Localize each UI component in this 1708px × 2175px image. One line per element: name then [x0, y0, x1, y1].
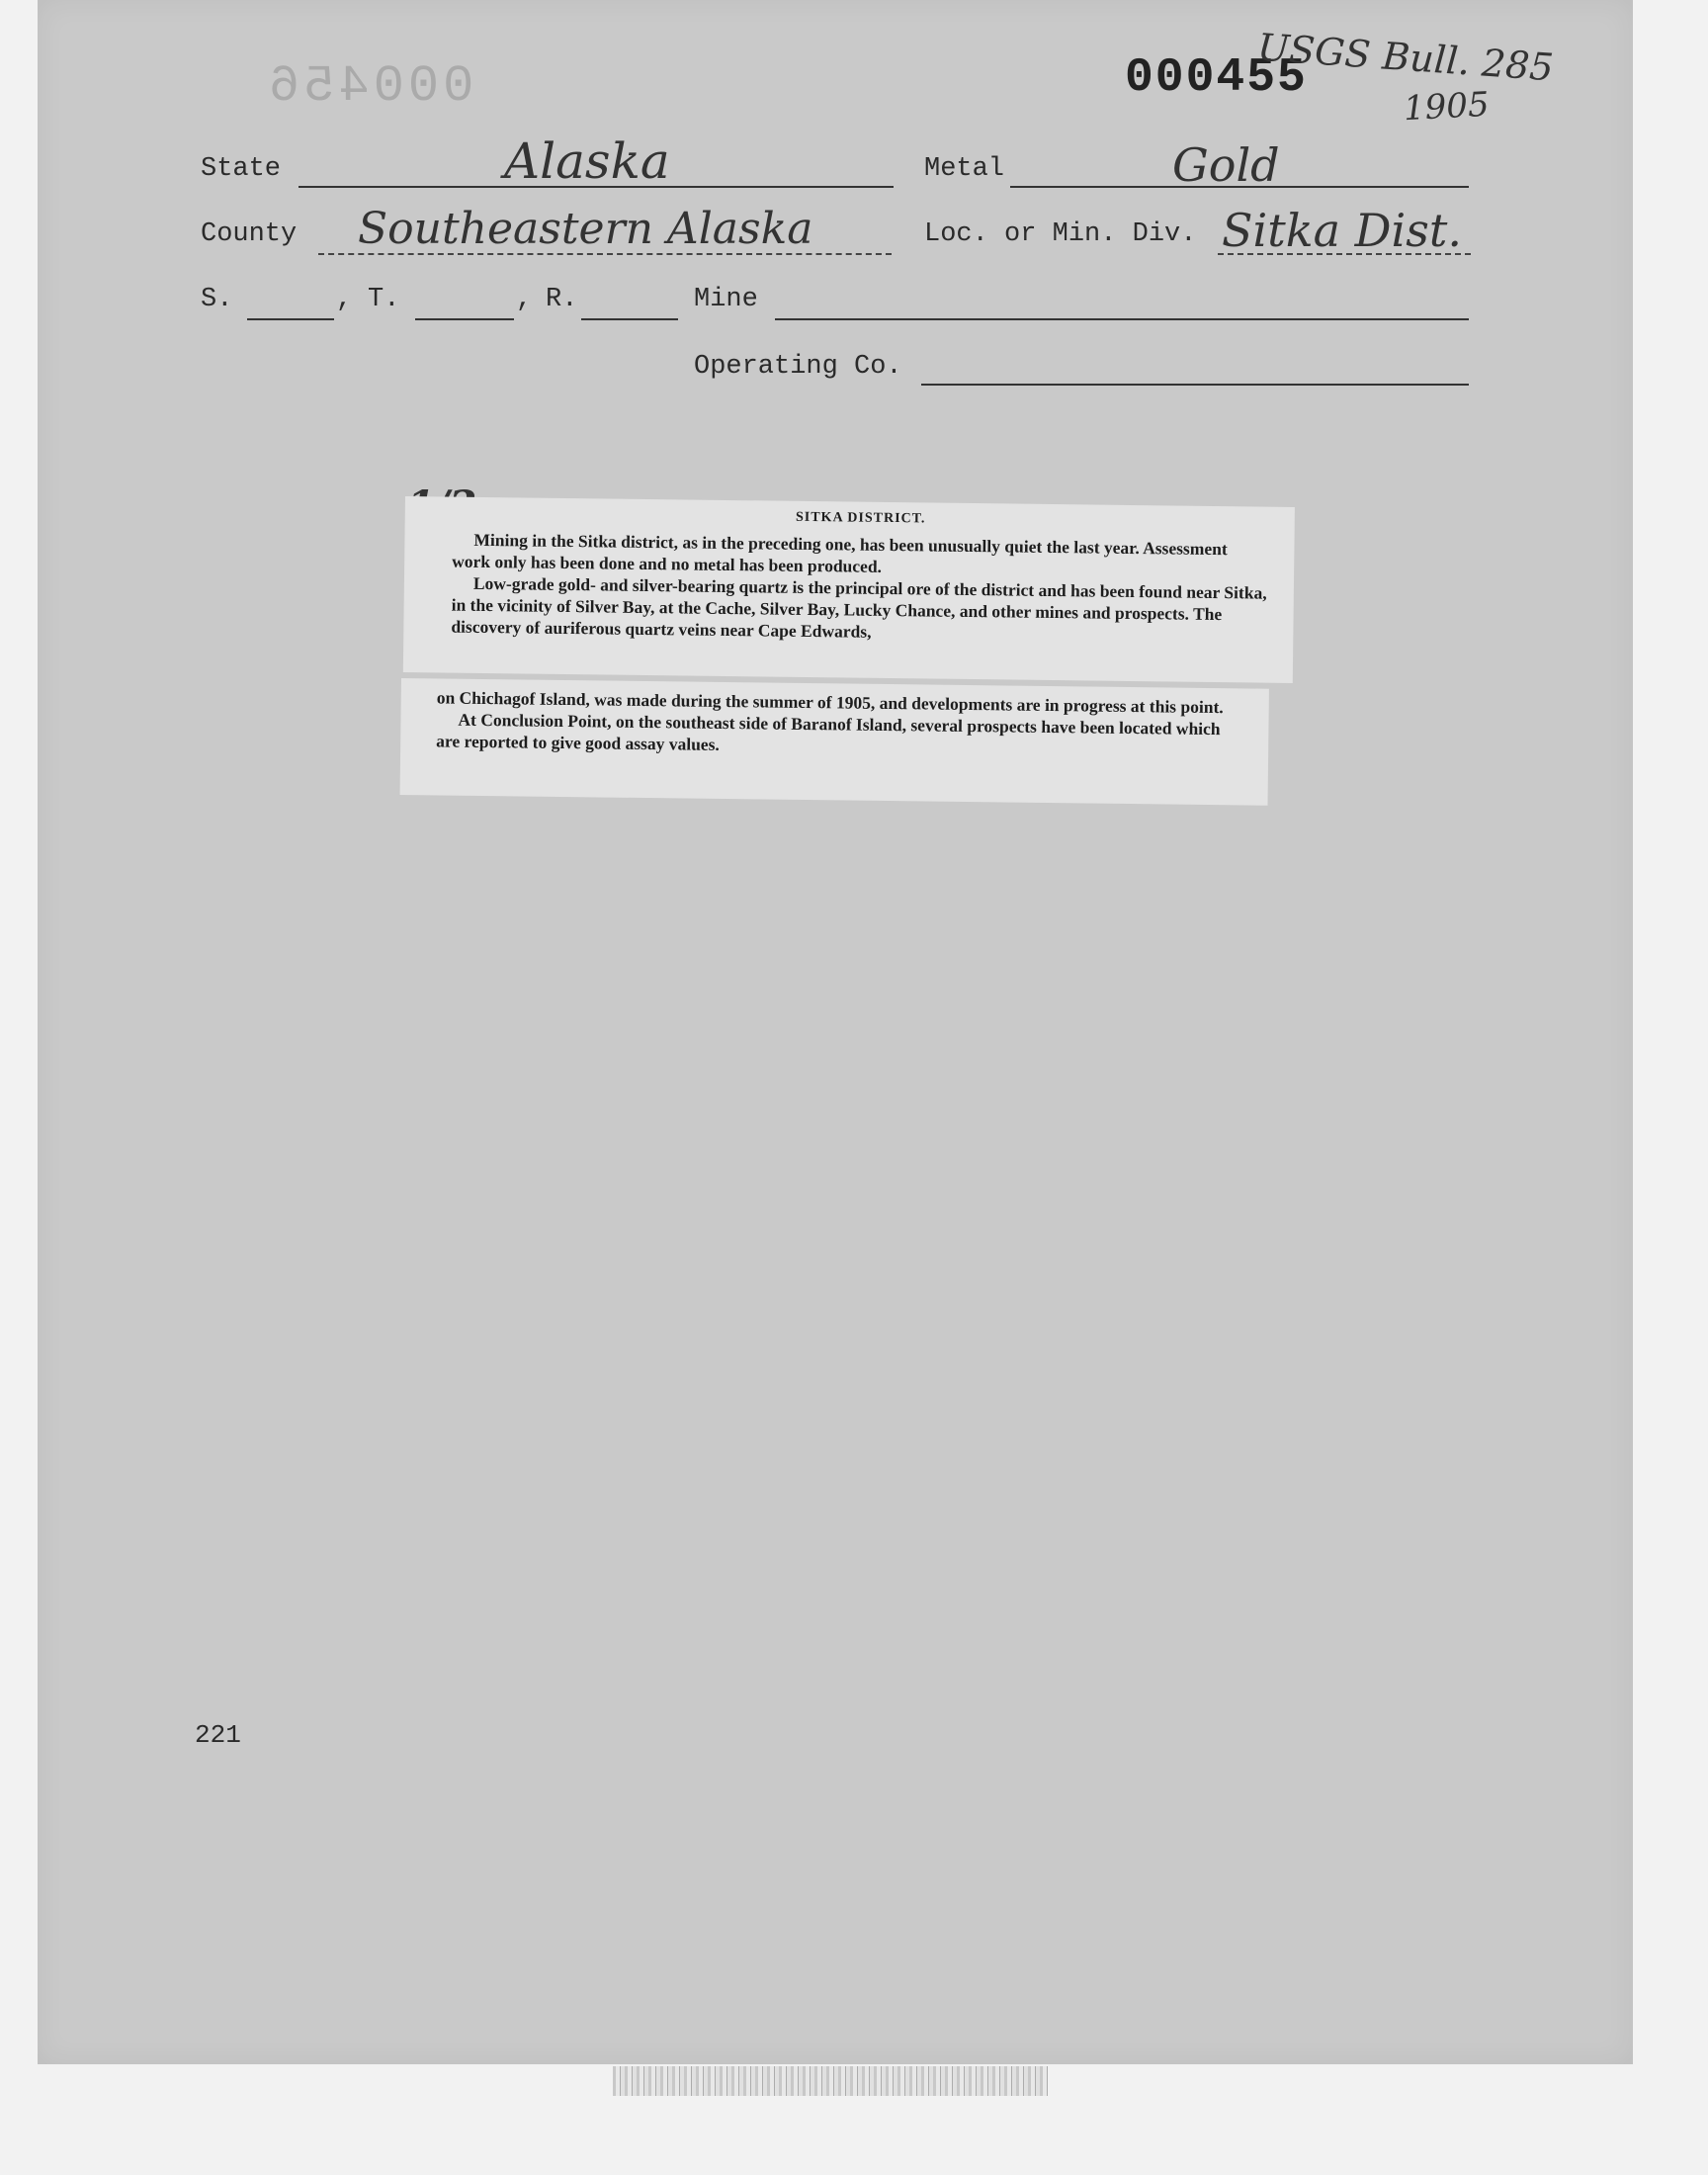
- operating-co-line: [921, 384, 1469, 386]
- range-label: R.: [546, 285, 578, 314]
- annotation-bulletin: USGS Bull. 285: [1255, 25, 1556, 90]
- document-sheet: [38, 0, 1633, 2064]
- section-line: [247, 318, 334, 320]
- county-value: Southeastern Alaska: [358, 204, 813, 254]
- record-number: 000455: [1125, 51, 1308, 105]
- county-label: County: [201, 219, 298, 249]
- state-label: State: [201, 154, 282, 184]
- clipping-part-1: [403, 496, 1295, 683]
- clipping-paragraph-4: At Conclusion Point, on the southeast side of Baranof Island, several prospects have been located which are reported to give good assay values.: [436, 709, 1221, 754]
- scan-edge-artifact: [613, 2066, 1048, 2096]
- page-number: 221: [195, 1720, 241, 1750]
- township-line: [415, 318, 514, 320]
- metal-value: Gold: [1172, 138, 1280, 192]
- clipping-part-2: [400, 678, 1269, 806]
- clipping-paragraph-1: Mining in the Sitka district, as in the preceding one, has been unusually quiet the last year. Assessment work only has been done and no metal has been produced.: [452, 529, 1228, 576]
- metal-label: Metal: [924, 154, 1005, 184]
- clipping-paragraph-3: on Chichagof Island, was made during the summer of 1905, and developments are in progress at this point.: [436, 687, 1224, 718]
- section-label: S.: [201, 285, 233, 314]
- mine-line: [775, 318, 1469, 320]
- operating-co-label: Operating Co.: [694, 352, 902, 382]
- comma-separator: ,: [516, 285, 533, 314]
- mine-label: Mine: [694, 285, 758, 314]
- township-label: T.: [368, 285, 400, 314]
- clipping-paragraph-2: Low-grade gold- and silver-bearing quartz is the principal ore of the district and has been found near Sitka, in the vicinity of Silver Bay, at the Cache, Silver Bay, Lucky Chance, and other mines and prospects. The discovery of auriferous quartz veins near Cape Edwards,: [451, 572, 1267, 642]
- comma-separator: ,: [336, 285, 353, 314]
- annotation-year: 1905: [1403, 84, 1491, 130]
- mirrored-bleed-through-number: 000456: [265, 57, 474, 116]
- state-value: Alaska: [504, 132, 670, 190]
- loc-label: Loc. or Min. Div.: [924, 219, 1197, 249]
- loc-value: Sitka Dist.: [1222, 204, 1462, 257]
- range-line: [581, 318, 678, 320]
- clipping-heading: SITKA DISTRICT.: [795, 509, 926, 527]
